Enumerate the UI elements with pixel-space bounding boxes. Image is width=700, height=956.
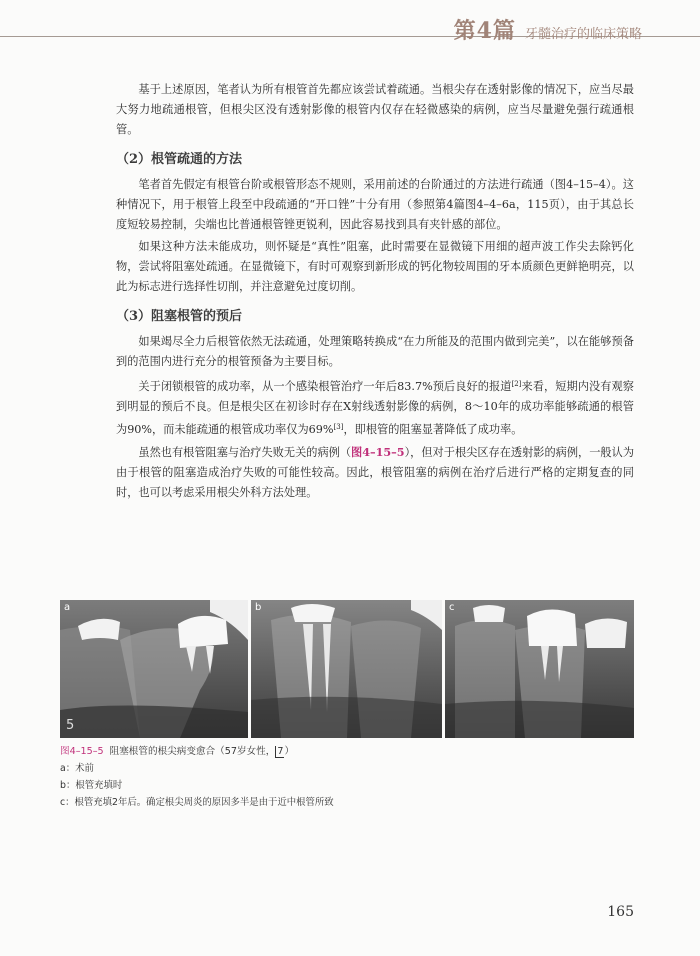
caption-line-b: b：根管充填时 bbox=[60, 780, 123, 791]
section3-paragraph-1: 如果竭尽全力后根管依然无法疏通，处理策略转换成“在力所能及的范围内做到完美”，以在能够预备到的范围内进行充分的根管预备为主要目标。 bbox=[116, 335, 634, 368]
figure-caption bbox=[60, 744, 640, 811]
main-text bbox=[116, 80, 634, 505]
caption-title bbox=[60, 744, 640, 760]
tooth-notation: 7 bbox=[277, 746, 284, 757]
figure-reference[interactable]: 图4–15–5 bbox=[351, 445, 405, 459]
xray-image-b bbox=[251, 600, 442, 738]
page-number: 165 bbox=[607, 904, 634, 920]
part-subtitle: 牙髓治疗的临床策略 bbox=[524, 27, 642, 42]
section-heading-2: （2）根管疏通的方法 bbox=[116, 152, 243, 167]
intro-paragraph: 基于上述原因，笔者认为所有根管首先都应该尝试着疏通。当根尖存在透射影像的情况下，应当尽最大努力地疏通根管，但根尖区没有透射影像的根管内仅存在轻微感染的病例，应当尽量避免强行疏通根管。 bbox=[116, 83, 634, 136]
caption-line-c: c：根管充填2年后。确定根尖周炎的原因多半是由于近中根管所致 bbox=[60, 797, 334, 808]
section-heading-3: （3）阻塞根管的预后 bbox=[116, 309, 243, 324]
xray-image-a bbox=[60, 600, 248, 738]
section3-paragraph-3 bbox=[116, 442, 634, 503]
text-run: 关于闭锁根管的成功率，从一个感染根管治疗一年后83.7%预后良好的报道 bbox=[138, 380, 512, 393]
panel-label: a bbox=[64, 602, 71, 613]
xray-corner-mark: 5 bbox=[66, 718, 75, 733]
text-run: 虽然也有根管阻塞与治疗失败无关的病例（ bbox=[138, 446, 352, 459]
xray-panel-a bbox=[60, 600, 248, 738]
caption-figure-number: 图4–15–5 bbox=[60, 746, 104, 757]
xray-panel-b bbox=[251, 600, 442, 738]
text-run: 来看，短期内没有观察到明显的预后不良。但是根尖区在初诊时存在X射线透射影像的病例，8～10年的成功率能够疏通的根管为90%，而未能疏通的根管成功率仅为69% bbox=[116, 380, 634, 436]
running-header bbox=[454, 14, 642, 45]
section2-paragraph-2: 如果这种方法未能成功，则怀疑是“真性”阻塞，此时需要在显微镜下用细的超声波工作尖去除钙化物，尝试将阻塞处疏通。在显微镜下，有时可观察到新形成的钙化物较周围的牙本质颜色更鲜艳明亮，以此为标志进行选择性切削，并注意避免过度切削。 bbox=[116, 240, 634, 293]
panel-label: c bbox=[449, 602, 455, 613]
xray-figure bbox=[60, 600, 634, 738]
xray-image-c bbox=[445, 600, 634, 738]
caption-close: ） bbox=[284, 746, 295, 757]
citation-ref[interactable]: [3] bbox=[333, 423, 344, 431]
panel-label: b bbox=[255, 602, 262, 613]
caption-title-text: 阻塞根管的根尖病变愈合（57岁女性， bbox=[109, 746, 276, 757]
text-run: ），但对于根尖区存在透射影的病例，一般认为由于根管的阻塞造成治疗失败的可能性较高。因此，根管阻塞的病例在治疗后进行严格的定期复查的同时，也可以考虑采用根尖外科方法处理。 bbox=[116, 446, 635, 499]
section3-paragraph-2 bbox=[116, 374, 634, 440]
caption-line-a: a：术前 bbox=[60, 763, 94, 774]
xray-panel-c bbox=[445, 600, 634, 738]
part-number: 第4篇 bbox=[453, 18, 516, 44]
text-run: ，即根管的阻塞显著降低了成功率。 bbox=[343, 423, 523, 436]
section2-paragraph-1: 笔者首先假定有根管台阶或根管形态不规则，采用前述的台阶通过的方法进行疏通（图4–15–4）。这种情况下，用于根管上段至中段疏通的“开口锉”十分有用（参照第4篇图4–4–6a，115页），由于其总长度短较易控制，尖端也比普通根管锉更锐利，因此容易找到具有夹针感的部位。 bbox=[116, 178, 634, 231]
citation-ref[interactable]: [2] bbox=[511, 380, 522, 388]
